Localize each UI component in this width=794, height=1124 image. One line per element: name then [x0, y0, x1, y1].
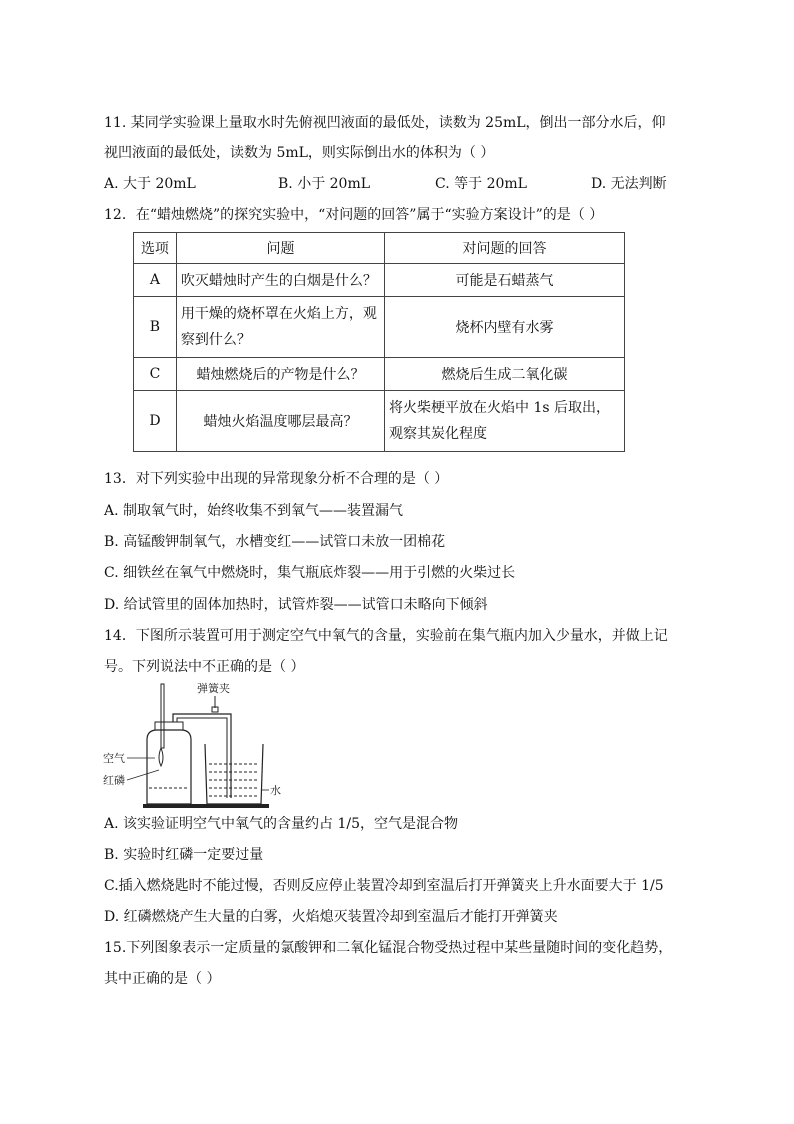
label-air: 空气	[103, 752, 125, 765]
q14-option-b: B. 实验时红磷一定要过量	[104, 847, 264, 863]
row-answer: 烧杯内壁有水雾	[385, 297, 625, 358]
q13-option-d: D. 给试管里的固体加热时，试管炸裂——试管口未略向下倾斜	[104, 597, 488, 613]
q14-option-a: A. 该实验证明空气中氧气的含量约占 1/5，空气是混合物	[104, 816, 458, 832]
q13-option-c: C. 细铁丝在氧气中燃烧时，集气瓶底炸裂——用于引燃的火柴过长	[104, 565, 516, 581]
table-row	[134, 264, 625, 297]
table-header-answer: 对问题的回答	[385, 233, 625, 264]
row-question: 蜡烛火焰温度哪层最高？	[176, 391, 384, 452]
row-option: A	[134, 264, 177, 297]
q15-stem-line2: 其中正确的是（ ）	[104, 971, 221, 987]
q14-option-d: D. 红磷燃烧产生大量的白雾，火焰熄灭装置冷却到室温后才能打开弹簧夹	[104, 909, 558, 925]
q11-stem-line1: 11. 某同学实验课上量取水时先俯视凹液面的最低处，读数为 25mL，倒出一部分水后，仰	[104, 115, 666, 131]
q14-stem-line1: 14．下图所示装置可用于测定空气中氧气的含量，实验前在集气瓶内加入少量水，并做上记	[104, 628, 668, 644]
table-header-row	[134, 233, 625, 264]
q11-option-b: B. 小于 20mL	[278, 176, 371, 192]
spring-clamp-icon	[212, 696, 218, 712]
q13-stem: 13．对下列实验中出现的异常现象分析不合理的是（ ）	[104, 471, 449, 487]
beaker-icon	[205, 744, 263, 804]
row-question-line2: 察到什么？	[180, 332, 251, 348]
row-option: B	[134, 297, 177, 358]
label-clamp: 弹簧夹	[197, 682, 230, 695]
q14-option-c: C.插入燃烧匙时不能过慢，否则反应停止装置冷却到室温后打开弹簧夹上升水面要大于 1/5	[104, 878, 664, 894]
q11-stem-line2: 视凹液面的最低处，读数为 5mL，则实际倒出水的体积为（ ）	[104, 145, 495, 161]
q13-option-a: A. 制取氧气时，始终收集不到氧气——装置漏气	[104, 503, 404, 519]
q12-stem: 12．在“蜡烛燃烧”的探究实验中，“对问题的回答”属于“实验方案设计”的是（ ）	[104, 207, 604, 223]
row-answer	[385, 391, 625, 452]
connecting-tube	[173, 714, 231, 798]
q11-option-c: C. 等于 20mL	[435, 176, 527, 192]
table-row	[134, 297, 625, 358]
q11-option-d: D. 无法判断	[591, 176, 667, 192]
table-header-question: 问题	[176, 233, 384, 264]
row-answer-line1: 将火柴梗平放在火焰中 1s 后取出，	[389, 400, 611, 416]
table-row	[134, 391, 625, 452]
oxygen-measurement-apparatus-figure	[103, 680, 303, 810]
gas-bottle-icon	[147, 684, 191, 804]
row-question: 蜡烛燃烧后的产物是什么？	[176, 358, 384, 391]
q11-option-a: A. 大于 20mL	[104, 176, 196, 192]
row-answer: 燃烧后生成二氧化碳	[385, 358, 625, 391]
table-base	[143, 804, 269, 808]
q12-table	[133, 232, 625, 452]
row-answer: 可能是石蜡蒸气	[385, 264, 625, 297]
row-question: 吹灭蜡烛时产生的白烟是什么？	[176, 264, 384, 297]
row-option: C	[134, 358, 177, 391]
row-question	[176, 297, 384, 358]
label-phosphorus: 红磷	[103, 774, 125, 787]
table-header-option: 选项	[134, 233, 177, 264]
row-question-line1: 用干燥的烧杯罩在火焰上方，观	[180, 306, 377, 322]
q13-option-b: B. 高锰酸钾制氧气，水槽变红——试管口未放一团棉花	[104, 534, 446, 550]
row-option: D	[134, 391, 177, 452]
q14-stem-line2: 号。下列说法中不正确的是（ ）	[104, 659, 305, 675]
row-answer-line2: 观察其炭化程度	[389, 426, 488, 442]
q15-stem-line1: 15.下列图象表示一定质量的氯酸钾和二氧化锰混合物受热过程中某些量随时间的变化趋势，	[104, 940, 673, 956]
table-row	[134, 358, 625, 391]
label-water: 水	[270, 784, 281, 797]
